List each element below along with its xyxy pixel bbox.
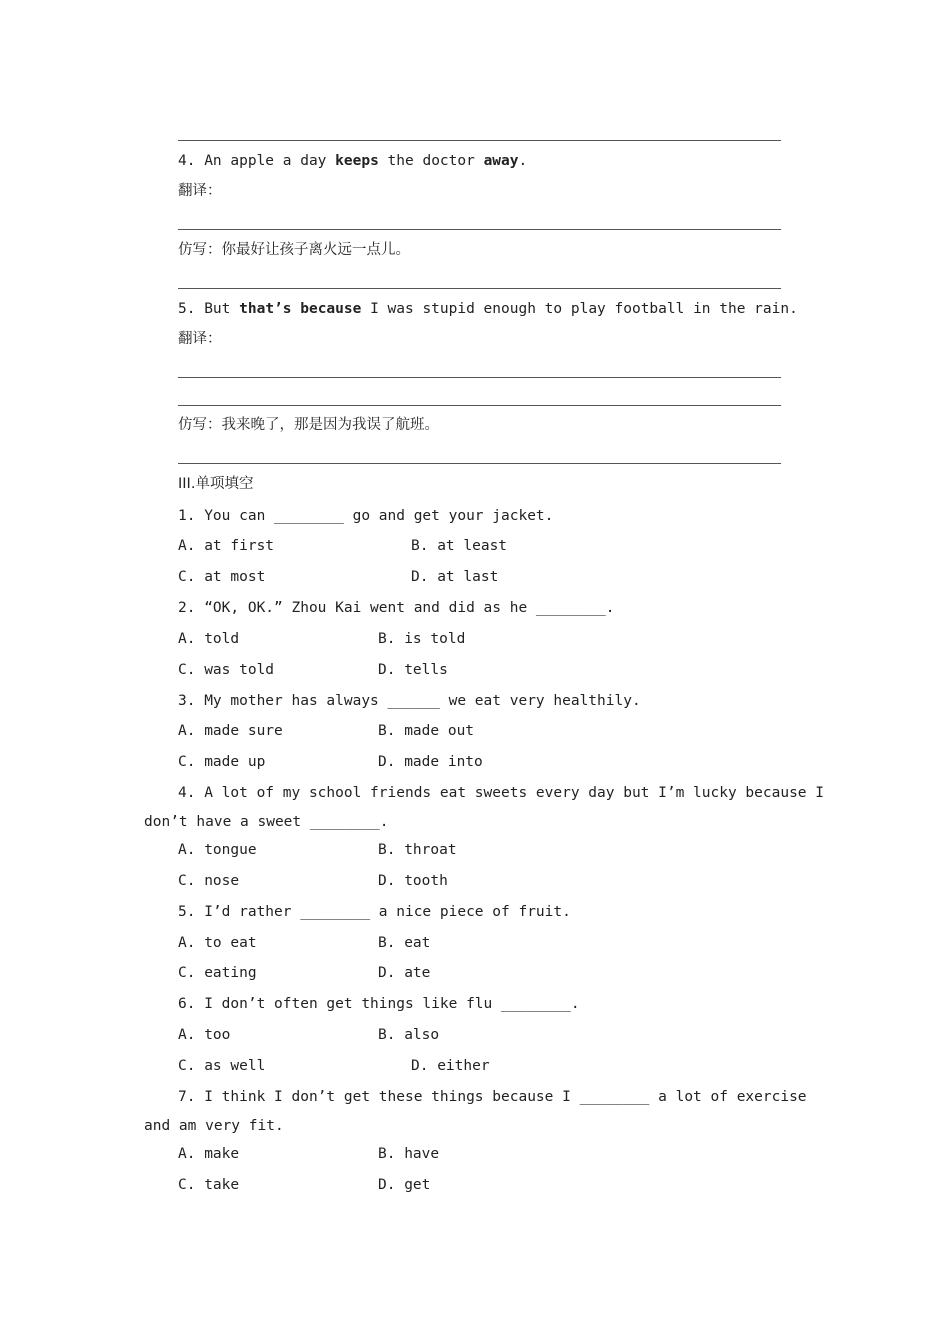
answer-line bbox=[178, 377, 781, 378]
option-d: D. tells bbox=[378, 662, 448, 678]
option-b: B. have bbox=[378, 1146, 440, 1162]
sentence-4: 4. An apple a day keeps the doctor away. bbox=[178, 153, 528, 169]
question-stem: 1. You can ________ go and get your jacket. bbox=[178, 508, 554, 524]
option-a: A. at first bbox=[178, 538, 275, 554]
imitate-prompt: 仿写：你最好让孩子离火远一点儿。 bbox=[178, 242, 410, 258]
option-b: B. made out bbox=[378, 723, 475, 739]
question-stem: 5. I’d rather ________ a nice piece of fruit. bbox=[178, 904, 571, 920]
option-c: C. eating bbox=[178, 965, 257, 981]
imitate-prompt: 仿写：我来晚了，那是因为我误了航班。 bbox=[178, 417, 439, 433]
option-c: C. nose bbox=[178, 873, 240, 889]
option-d: D. made into bbox=[378, 754, 483, 770]
answer-line bbox=[178, 140, 781, 141]
option-a: A. too bbox=[178, 1027, 231, 1043]
question-stem-continued: and am very fit. bbox=[144, 1118, 284, 1134]
translate-label: 翻译： bbox=[178, 183, 222, 199]
option-c: C. was told bbox=[178, 662, 275, 678]
option-d: D. get bbox=[378, 1177, 431, 1193]
option-d: D. either bbox=[411, 1058, 490, 1074]
option-d: D. at last bbox=[411, 569, 499, 585]
option-b: B. throat bbox=[378, 842, 457, 858]
option-a: A. make bbox=[178, 1146, 240, 1162]
option-a: A. told bbox=[178, 631, 240, 647]
question-stem: 3. My mother has always ______ we eat very healthily. bbox=[178, 693, 641, 709]
option-a: A. made sure bbox=[178, 723, 283, 739]
sentence-5: 5. But that’s because I was stupid enough to play football in the rain. bbox=[178, 301, 798, 317]
section-title: III.单项填空 bbox=[178, 476, 254, 492]
option-a: A. tongue bbox=[178, 842, 257, 858]
question-stem-continued: don’t have a sweet ________. bbox=[144, 814, 389, 830]
option-b: B. is told bbox=[378, 631, 466, 647]
option-c: C. as well bbox=[178, 1058, 266, 1074]
option-a: A. to eat bbox=[178, 935, 257, 951]
question-stem: 6. I don’t often get things like flu ________. bbox=[178, 996, 580, 1012]
option-d: D. ate bbox=[378, 965, 431, 981]
answer-line bbox=[178, 405, 781, 406]
question-stem: 7. I think I don’t get these things because I ________ a lot of exercise bbox=[178, 1089, 807, 1105]
option-b: B. at least bbox=[411, 538, 508, 554]
answer-line bbox=[178, 463, 781, 464]
question-stem: 4. A lot of my school friends eat sweets every day but I’m lucky because I bbox=[178, 785, 825, 801]
question-stem: 2. “OK, OK.” Zhou Kai went and did as he ________. bbox=[178, 600, 615, 616]
option-c: C. at most bbox=[178, 569, 266, 585]
option-c: C. take bbox=[178, 1177, 240, 1193]
option-c: C. made up bbox=[178, 754, 266, 770]
option-b: B. eat bbox=[378, 935, 431, 951]
answer-line bbox=[178, 288, 781, 289]
option-d: D. tooth bbox=[378, 873, 448, 889]
option-b: B. also bbox=[378, 1027, 440, 1043]
translate-label: 翻译： bbox=[178, 331, 222, 347]
answer-line bbox=[178, 229, 781, 230]
